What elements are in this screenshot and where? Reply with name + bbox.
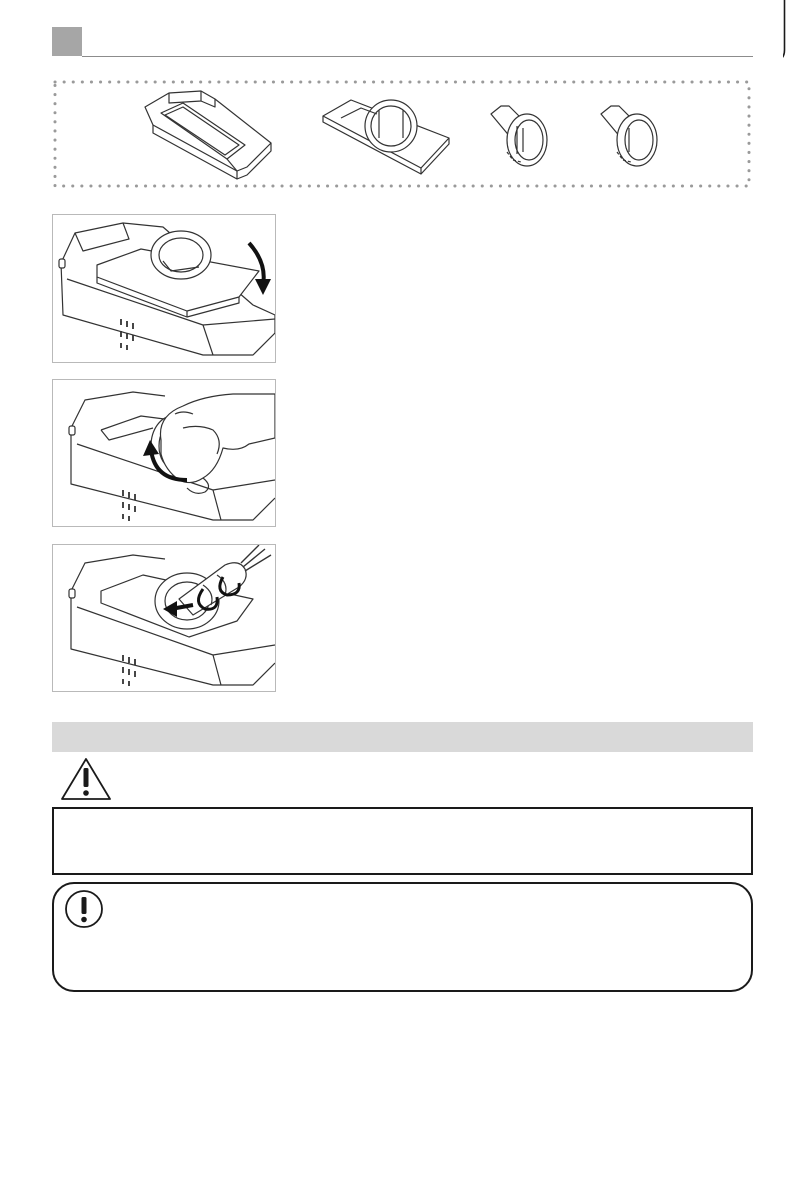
note-box <box>52 882 753 992</box>
header-rule <box>82 56 753 57</box>
cone-blade-icon <box>597 100 661 168</box>
section-heading-bar <box>52 722 753 752</box>
hand-rotate-cone-icon <box>53 380 275 526</box>
parts-overview <box>53 80 751 188</box>
cone-blade-icon <box>487 100 551 168</box>
warning-triangle-icon <box>60 757 112 801</box>
section-marker <box>52 27 82 56</box>
warning-box <box>52 807 753 875</box>
slicer-tray-icon <box>141 85 273 181</box>
page-edge-mark <box>783 0 786 62</box>
exclamation-circle-icon <box>64 889 104 929</box>
spiral-plate-icon <box>321 90 451 180</box>
step-3-illustration <box>52 544 276 692</box>
insert-plate-arrow-icon <box>53 215 275 362</box>
step-2-illustration <box>52 379 276 527</box>
carrot-spiral-icon <box>53 545 275 691</box>
step-1-illustration <box>52 214 276 363</box>
